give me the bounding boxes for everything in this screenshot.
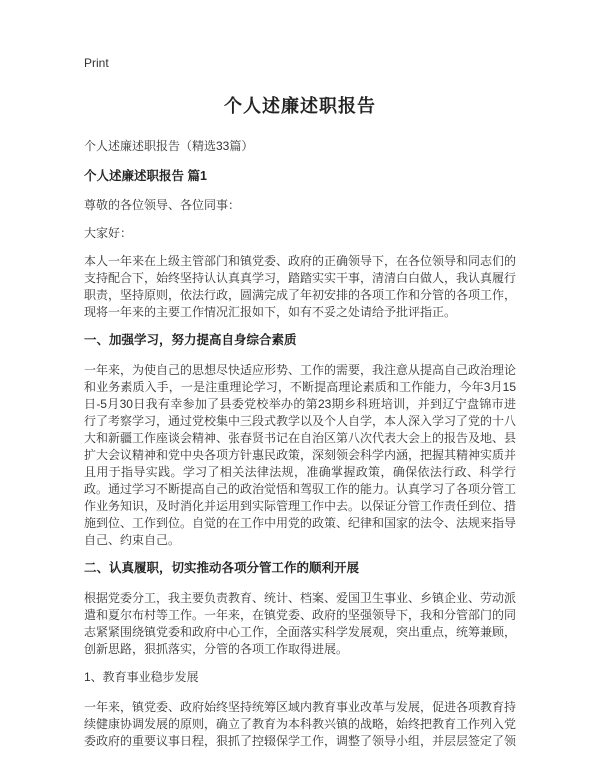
salutation-line: 尊敬的各位领导、各位同事： bbox=[84, 198, 241, 212]
section-1-paragraph: 一年来，为使自己的思想尽快适应形势、工作的需要，我注意从提高自己政治理论和业务素质入手，一是注重理论学习，不断提高理论素质和工作能力，今年3月15日-5月30日我有幸参加了县委党校举办的第23期乡科班培训，并到辽宁盘锦市进行了考察学习，通过党校集中三段式教学以及个人自学，本人深入学习了党的十八大和新疆工作座谈会精神、张春贤书记在自治区第八次代表大会上的报告及地、县扩大会议精神和党中央各项方针惠民政策，深刻领会科学内涵，把握其精神实质并且用于指导实践。学习了相关法律法规，准确掌握政策，确保依法行政、科学行政。通过学习不断提高自己的政治觉悟和驾驭工作的能力。认真学习了各项分管工作业务知识，及时消化并运用到实际管理工作中去。以保证分管工作责任到位、措施到位、工作到位。自觉的在工作中用党的政策、纪律和国家的法令、法规来指导自己、约束自己。 bbox=[84, 363, 517, 547]
section-2-heading: 二、认真履职，切实推动各项分管工作的顺利开展 bbox=[84, 561, 360, 575]
article-heading: 个人述廉述职报告 篇1 bbox=[84, 169, 207, 183]
section-1-heading: 一、加强学习，努力提高自身综合素质 bbox=[84, 333, 297, 347]
intro-paragraph: 本人一年来在上级主管部门和镇党委、政府的正确领导下，在各位领导和同志们的支持配合下，始终坚持认认真真学习，踏踏实实干事，清清白白做人，我认真履行职责，坚持原则，依法行政，圆满完成了年初安排的各项工作和分管的各项工作，现将一年来的主要工作情况汇报如下，如有不妥之处请给予批评指正。 bbox=[84, 254, 517, 319]
page-title: 个人述廉述职报告 bbox=[224, 96, 376, 116]
subsection-1-paragraph: 一年来，镇党委、政府始终坚持统筹区域内教育事业改革与发展，促进各项教育持续健康协调发展的原则，确立了教育为本科教兴镇的战略，始终把教育工作列入党委政府的重要议事日程，狠抓了控辍保学工作，调整了领导小组，并层层签定了领 bbox=[84, 700, 517, 748]
greeting-line: 大家好： bbox=[84, 226, 133, 240]
print-link[interactable]: Print bbox=[84, 56, 109, 70]
subsection-1-heading: 1、教育事业稳步发展 bbox=[84, 670, 199, 684]
collection-subtitle: 个人述廉述职报告（精选33篇） bbox=[84, 139, 254, 153]
section-2-paragraph: 根据党委分工，我主要负责教育、统计、档案、爱国卫生事业、乡镇企业、劳动派遣和夏尔布村等工作。一年来，在镇党委、政府的坚强领导下，我和分管部门的同志紧紧围绕镇党委和政府中心工作，全面落实科学发展观，突出重点，统筹兼顾，创新思路，狠抓落实，分管的各项工作取得进展。 bbox=[84, 591, 517, 656]
